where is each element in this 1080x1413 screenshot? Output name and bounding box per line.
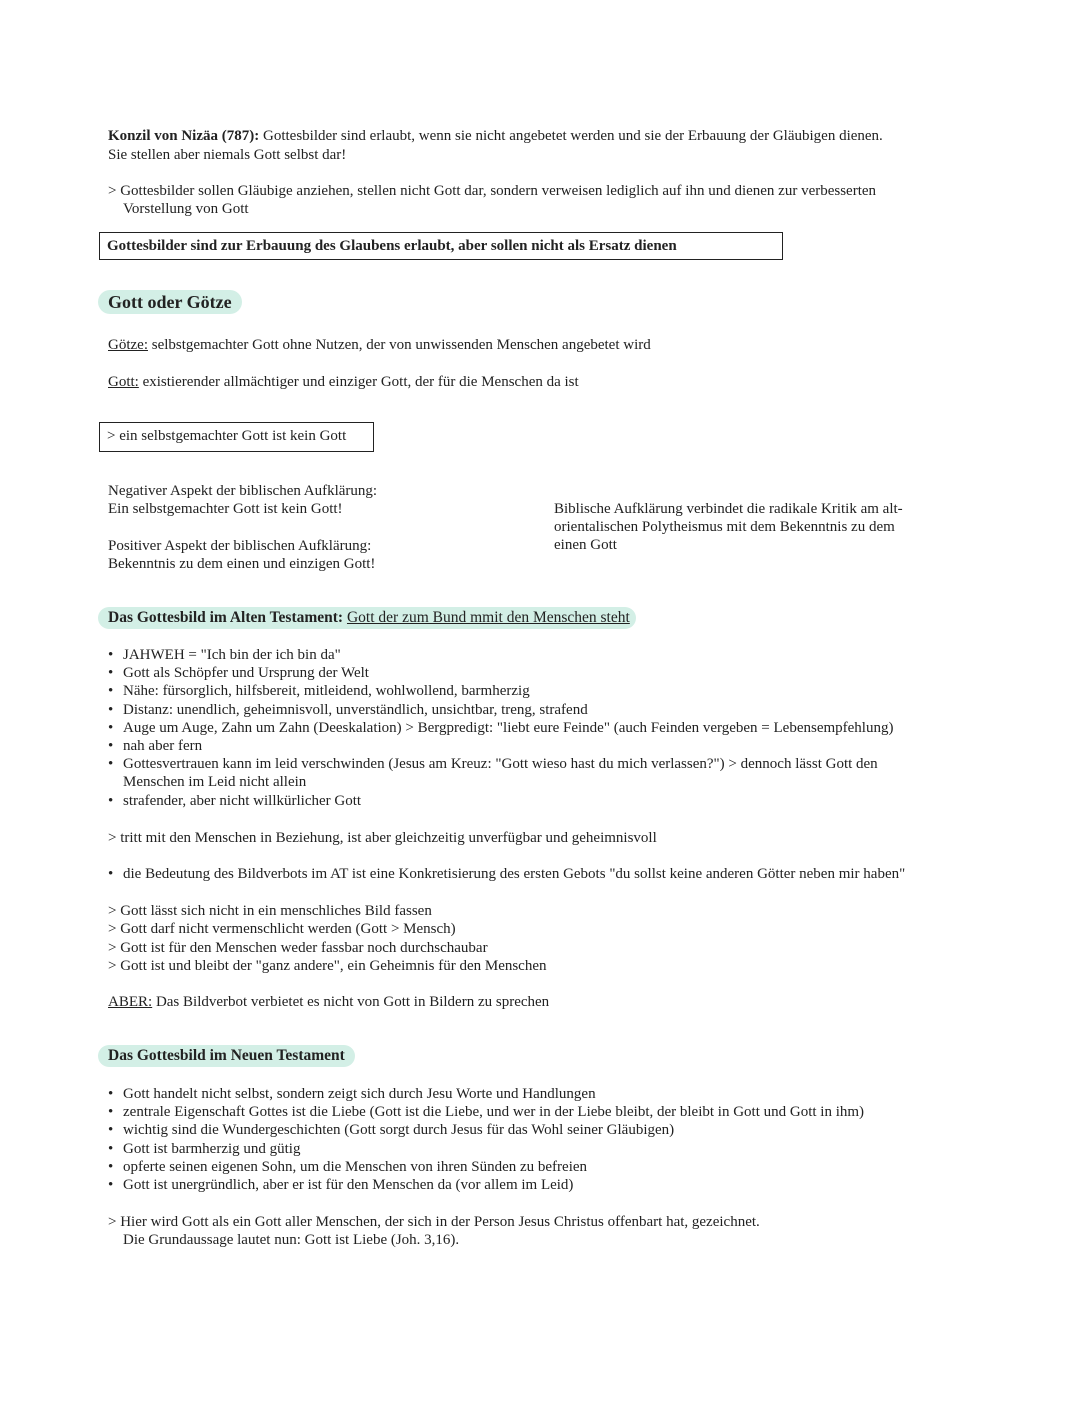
negative-aspect-label: Negativer Aspekt der biblischen Aufklärung:	[108, 483, 378, 499]
list-item: • Gott ist barmherzig und gütig	[108, 1140, 864, 1158]
list-item: • Distanz: unendlich, geheimnisvoll, unverständlich, unsichtbar, treng, strafend	[108, 701, 893, 719]
at-arrow-4: > Gott ist und bleibt der "ganz andere", ein Geheimnis für den Menschen	[108, 958, 547, 974]
section-heading-gott-oder-goetze: Gott oder Götze	[98, 290, 242, 314]
section-heading-altes-testament	[98, 607, 636, 629]
at-heading: Das Gottesbild im Alten Testament:	[108, 609, 344, 626]
list-item: • Gott handelt nicht selbst, sondern zeigt sich durch Jesu Worte und Handlungen	[108, 1085, 864, 1103]
list-item-continuation	[108, 773, 893, 791]
list-item: • strafender, aber nicht willkürlicher Gott	[108, 792, 893, 810]
gott-definition	[108, 373, 579, 391]
aber-text: Das Bildverbot verbietet es nicht von Gott in Bildern zu sprechen	[152, 994, 550, 1010]
goetze-boxed-statement: > ein selbstgemachter Gott ist kein Gott	[99, 422, 374, 452]
at-summary: > tritt mit den Menschen in Beziehung, ist aber gleichzeitig unverfügbar und geheimnisvoll	[108, 830, 657, 846]
list-item: • opferte seinen eigenen Sohn, um die Menschen von ihren Sünden zu befreien	[108, 1158, 864, 1176]
list-item: • Auge um Auge, Zahn um Zahn (Deeskalation) > Bergpredigt: "liebt eure Feinde" (auch Feinden vergeben = Lebensempfehlung)	[108, 719, 893, 737]
list-item: • zentrale Eigenschaft Gottes ist die Liebe (Gott ist die Liebe, und wer in der Liebe bleibt, der bleibt in Gott und Gott in ihm)	[108, 1103, 864, 1121]
list-item: • die Bedeutung des Bildverbots im AT ist eine Konkretisierung des ersten Gebots "du sollst keine anderen Götter neben mir haben"	[108, 865, 905, 883]
nizaea-text-1: Gottesbilder sind erlaubt, wenn sie nicht angebetet werden und sie der Erbauung der Gläubigen dienen.	[259, 128, 883, 144]
list-item: • Gott als Schöpfer und Ursprung der Welt	[108, 664, 893, 682]
goetze-term: Götze:	[108, 337, 148, 353]
nizaea-text-2: Sie stellen aber niemals Gott selbst dar!	[108, 147, 347, 163]
list-item: • wichtig sind die Wundergeschichten (Gott sorgt durch Jesus für das Wohl seiner Gläubigen)	[108, 1121, 864, 1139]
at-arrow-2: > Gott darf nicht vermenschlicht werden (Gott > Mensch)	[108, 921, 456, 937]
aufklaerung-side-note	[554, 500, 903, 554]
nt-summary-2: Die Grundaussage lautet nun: Gott ist Liebe (Joh. 3,16).	[123, 1232, 460, 1248]
gott-def: existierender allmächtiger und einziger Gott, der für die Menschen da ist	[138, 374, 579, 390]
at-arrow-3: > Gott ist für den Menschen weder fassbar noch durchschaubar	[108, 940, 488, 956]
at-aber-note	[108, 993, 549, 1011]
side-note-line: Biblische Aufklärung verbindet die radikale Kritik am alt-	[554, 501, 903, 517]
goetze-def: selbstgemachter Gott ohne Nutzen, der von unwissenden Menschen angebetet wird	[147, 337, 651, 353]
list-item: • JAHWEH = "Ich bin der ich bin da"	[108, 646, 893, 664]
nizaea-heading: Konzil von Nizäa (787):	[108, 128, 260, 144]
side-note-line: orientalischen Polytheismus mit dem Bekenntnis zu dem	[554, 519, 895, 535]
positive-aspect-label: Positiver Aspekt der biblischen Aufklärung:	[108, 538, 372, 554]
nizaea-boxed-statement: Gottesbilder sind zur Erbauung des Glaubens erlaubt, aber sollen nicht als Ersatz dienen	[99, 232, 783, 260]
gott-term: Gott:	[108, 374, 139, 390]
positive-aspect-text: Bekenntnis zu dem einen und einzigen Gott!	[108, 556, 376, 572]
at-bildverbot-list	[108, 865, 905, 883]
list-item: • Nähe: fürsorglich, hilfsbereit, mitleidend, wohlwollend, barmherzig	[108, 682, 893, 700]
at-bullet-list	[108, 646, 893, 810]
nizaea-arrow-1: > Gottesbilder sollen Gläubige anziehen, stellen nicht Gott dar, sondern verweisen lediglich auf ihn und dienen zur verbesserten	[108, 183, 877, 199]
list-item-continuation-text: Menschen im Leid nicht allein	[123, 774, 307, 791]
at-arrow-1: > Gott lässt sich nicht in ein menschliches Bild fassen	[108, 903, 432, 919]
nt-summary-1: > Hier wird Gott als ein Gott aller Menschen, der sich in der Person Jesus Christus offenbart hat, gezeichnet.	[108, 1214, 760, 1230]
nt-bullet-list	[108, 1085, 864, 1194]
nizaea-arrow-2: Vorstellung von Gott	[123, 201, 249, 217]
side-note-line: einen Gott	[554, 537, 617, 553]
goetze-definition	[108, 336, 651, 354]
list-item: • Gott ist unergründlich, aber er ist für den Menschen da (vor allem im Leid)	[108, 1176, 864, 1194]
at-subtitle: Gott der zum Bund mmit den Menschen steht	[346, 609, 630, 626]
negative-aspect-text: Ein selbstgemachter Gott ist kein Gott!	[108, 501, 343, 517]
list-item: • Gottesvertrauen kann im leid verschwinden (Jesus am Kreuz: "Gott wieso hast du mich verlassen?") > dennoch lässt Gott den	[108, 755, 893, 773]
aber-term: ABER:	[108, 994, 153, 1010]
list-item: • nah aber fern	[108, 737, 893, 755]
nizaea-paragraph	[108, 127, 883, 145]
section-heading-neues-testament: Das Gottesbild im Neuen Testament	[98, 1045, 355, 1067]
